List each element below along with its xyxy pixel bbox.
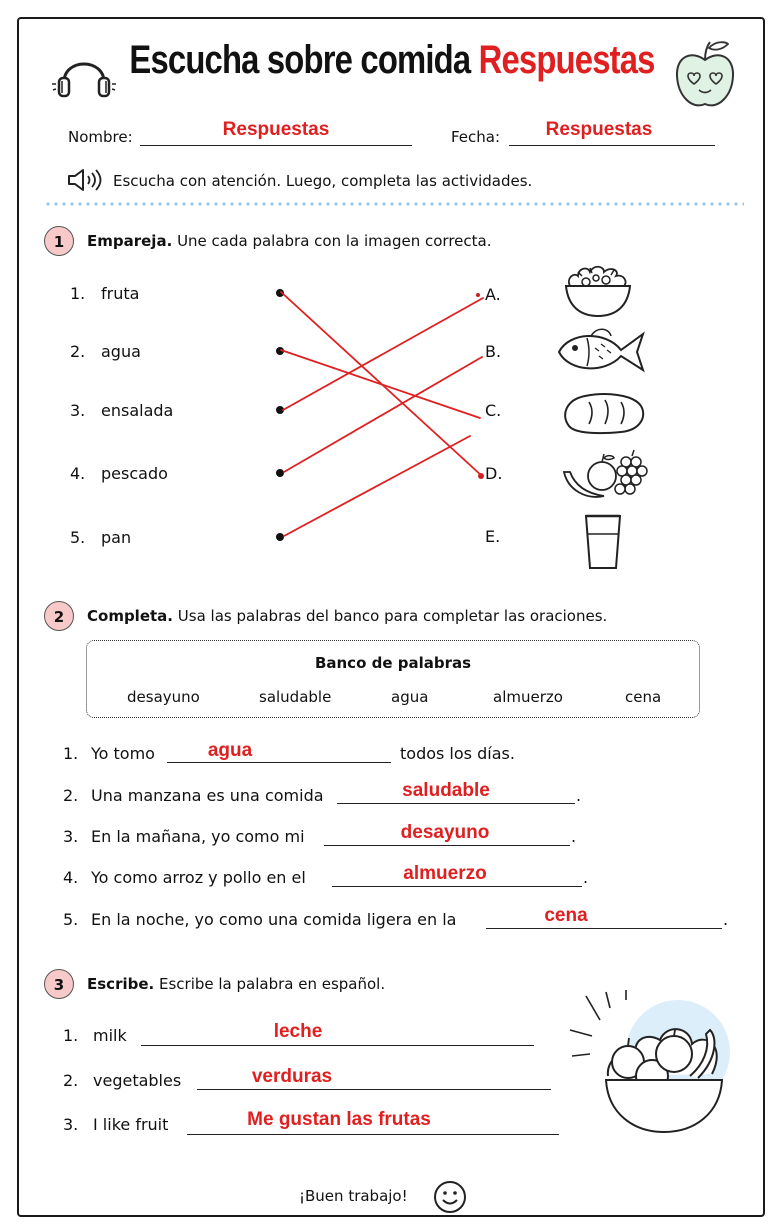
match-word-num: 2. xyxy=(70,342,86,361)
match-word: pescado xyxy=(101,464,168,483)
section-3-instructions: Escribe. Escribe la palabra en español. xyxy=(87,975,386,993)
answer-line xyxy=(141,1045,534,1046)
write-prompt: I like fruit xyxy=(93,1115,169,1134)
water-glass-icon xyxy=(582,512,624,572)
answer-line xyxy=(284,436,470,536)
match-word-num: 5. xyxy=(70,528,86,547)
section-1-badge: 1 xyxy=(44,226,74,256)
answer-line xyxy=(486,928,722,929)
word-bank xyxy=(86,640,700,718)
matching-lines xyxy=(0,0,784,600)
write-num: 2. xyxy=(63,1071,79,1090)
sentence-answer: desayuno xyxy=(400,822,490,843)
sentence-answer: almuerzo xyxy=(403,863,487,884)
instructions-text: Escucha con atención. Luego, completa las actividades. xyxy=(113,172,533,190)
answer-line xyxy=(281,350,480,418)
sentence-num: 5. xyxy=(63,910,79,929)
bread-icon xyxy=(561,390,647,438)
sentence-num: 1. xyxy=(63,744,79,763)
bank-word: desayuno xyxy=(127,688,200,706)
match-letter: A. xyxy=(485,285,501,304)
bank-word: agua xyxy=(391,688,429,706)
write-num: 1. xyxy=(63,1026,79,1045)
match-word-num: 3. xyxy=(70,401,86,420)
answer-line xyxy=(167,762,391,763)
sentence-answer: cena xyxy=(544,905,588,926)
sentence-answer: saludable xyxy=(402,780,490,801)
sentence-before: En la noche, yo como una comida ligera en la xyxy=(91,910,457,929)
match-word: ensalada xyxy=(101,401,174,420)
match-word-num: 1. xyxy=(70,284,86,303)
fish-icon xyxy=(555,324,649,380)
bank-word: almuerzo xyxy=(493,688,563,706)
match-word: pan xyxy=(101,528,132,547)
word-dot xyxy=(276,469,284,477)
sentence-after: . xyxy=(583,868,589,887)
answer-line xyxy=(332,886,582,887)
answer-line xyxy=(337,803,575,804)
match-letter: C. xyxy=(485,401,502,420)
answer-line xyxy=(324,845,570,846)
page-title: Escucha sobre comida Respuestas xyxy=(129,38,655,82)
match-letter: D. xyxy=(485,464,503,483)
match-letter: B. xyxy=(485,342,502,361)
salad-icon xyxy=(560,252,636,320)
sentence-num: 4. xyxy=(63,868,79,887)
write-answer: Me gustan las frutas xyxy=(247,1109,431,1130)
match-word: agua xyxy=(101,342,141,361)
bank-word: saludable xyxy=(259,688,332,706)
section-3-badge: 3 xyxy=(44,969,74,999)
section-2-instructions: Completa. Usa las palabras del banco para completar las oraciones. xyxy=(87,607,608,625)
match-word-num: 4. xyxy=(70,464,86,483)
word-dot xyxy=(276,533,284,541)
sentence-answer: agua xyxy=(207,740,253,761)
write-num: 3. xyxy=(63,1115,79,1134)
bank-word: cena xyxy=(625,688,662,706)
sentence-num: 2. xyxy=(63,786,79,805)
write-answer: leche xyxy=(273,1021,323,1042)
write-prompt: vegetables xyxy=(93,1071,182,1090)
smiley-icon xyxy=(433,1180,467,1214)
sentence-after: todos los días. xyxy=(400,744,515,763)
word-bank-title: Banco de palabras xyxy=(314,654,472,672)
match-letter: E. xyxy=(485,527,501,546)
fruit-bowl-icon xyxy=(566,990,736,1140)
sentence-before: Yo tomo xyxy=(91,744,155,763)
date-label: Fecha: xyxy=(451,128,501,146)
name-value: Respuestas xyxy=(222,119,330,140)
write-answer: verduras xyxy=(251,1066,333,1087)
letter-dot xyxy=(476,293,480,297)
section-2-badge: 2 xyxy=(44,601,74,631)
match-word: fruta xyxy=(101,284,140,303)
section-1-instructions: Empareja. Une cada palabra con la imagen correcta. xyxy=(87,232,492,250)
answer-line xyxy=(197,1089,551,1090)
sentence-after: . xyxy=(723,910,729,929)
answer-line xyxy=(283,298,483,410)
name-label: Nombre: xyxy=(68,128,133,146)
sentence-before: Una manzana es una comida xyxy=(91,786,324,805)
sentence-num: 3. xyxy=(63,827,79,846)
write-prompt: milk xyxy=(93,1026,127,1045)
answer-line xyxy=(284,357,482,472)
date-value: Respuestas xyxy=(545,119,653,140)
sentence-after: . xyxy=(576,786,582,805)
answer-line xyxy=(187,1134,559,1135)
footer-message: ¡Buen trabajo! xyxy=(299,1187,408,1205)
sentence-before: Yo como arroz y pollo en el xyxy=(91,868,306,887)
sentence-before: En la mañana, yo como mi xyxy=(91,827,305,846)
sentence-after: . xyxy=(571,827,577,846)
fruit-icon xyxy=(560,446,650,502)
